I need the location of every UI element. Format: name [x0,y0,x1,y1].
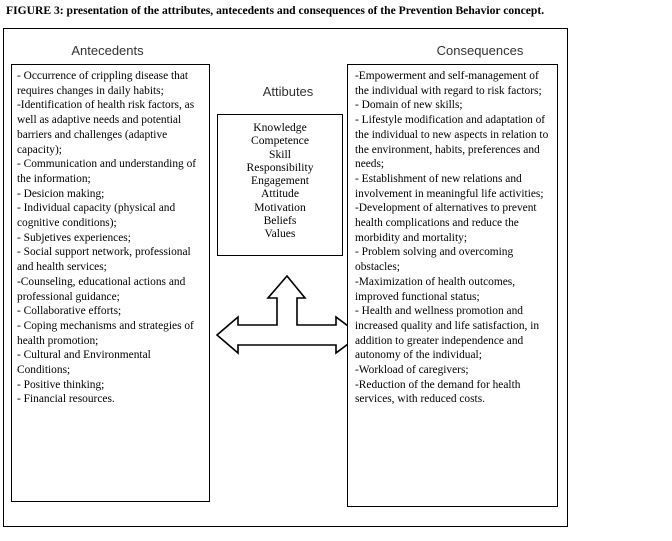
attributes-list [218,121,342,241]
attribute-item: Responsibility [246,160,314,174]
antecedent-item: - Financial resources. [17,393,115,406]
antecedents-list [17,69,203,407]
antecedent-item: -Counseling, educational actions and professional guidance; [17,275,186,303]
attributes-box [217,114,343,256]
antecedent-item: - Social support network, professional and health services; [17,246,191,274]
attribute-item: Attitude [261,187,299,201]
antecedent-item: - Cultural and Environmental Conditions; [17,349,151,377]
consequence-item: - Problem solving and overcoming obstacles; [355,246,514,274]
consequence-item: -Development of alternatives to prevent health complications and reduce the morbidity and mortality; [355,202,537,244]
antecedent-item: - Individual capacity (physical and cognitive conditions); [17,202,176,230]
consequence-item: -Workload of caregivers; [355,364,469,377]
consequences-box [347,64,558,507]
consequence-item: - Establishment of new relations and involvement in meaningful life activities; [355,172,544,200]
attribute-item: Values [264,227,296,241]
antecedents-heading: Antecedents [71,43,144,58]
consequence-item: - Lifestyle modification and adaptation of the individual to new aspects in relation to the environment, habits, preferences and needs; [355,114,549,171]
attribute-item: Competence [251,134,309,148]
attribute-item: Beliefs [263,214,297,228]
antecedent-item: - Positive thinking; [17,378,105,391]
consequence-item: -Empowerment and self-management of the individual with regard to risk factors; [355,70,542,97]
antecedent-item: - Occurrence of crippling disease that requires changes in daily habits; [17,70,189,97]
antecedent-item: - Communication and understanding of the information; [17,158,197,185]
three-way-arrow-icon [215,275,365,355]
attribute-item: Motivation [254,200,306,214]
antecedents-box [11,64,210,502]
attribute-item: Knowledge [253,121,307,134]
consequence-item: - Health and wellness promotion and increased quality and life satisfaction, in addition to greater independence and autonomy of the individual; [355,305,540,362]
consequences-heading: Consequences [436,43,524,58]
antecedent-item: - Subjetives experiences; [17,231,131,244]
attributes-heading: Attibutes [262,84,314,99]
figure-caption: FIGURE 3: presentation of the attributes, antecedents and consequences of the Prevention Behavior concept. [6,4,545,17]
attribute-item: Skill [269,147,291,161]
consequence-item: -Maximization of health outcomes, improved functional status; [355,275,516,303]
antecedent-item: - Desicion making; [17,187,105,200]
antecedent-item: -Identification of health risk factors, as well as adaptive needs and potential barriers and challenges (adaptive capacity); [17,99,195,156]
consequence-item: -Reduction of the demand for health services, with reduced costs. [355,378,521,406]
consequences-list [355,69,551,407]
consequence-item: - Domain of new skills; [355,99,463,112]
antecedent-item: - Collaborative efforts; [17,305,122,318]
antecedent-item: - Coping mechanisms and strategies of health promotion; [17,319,194,347]
attribute-item: Engagement [251,174,309,188]
